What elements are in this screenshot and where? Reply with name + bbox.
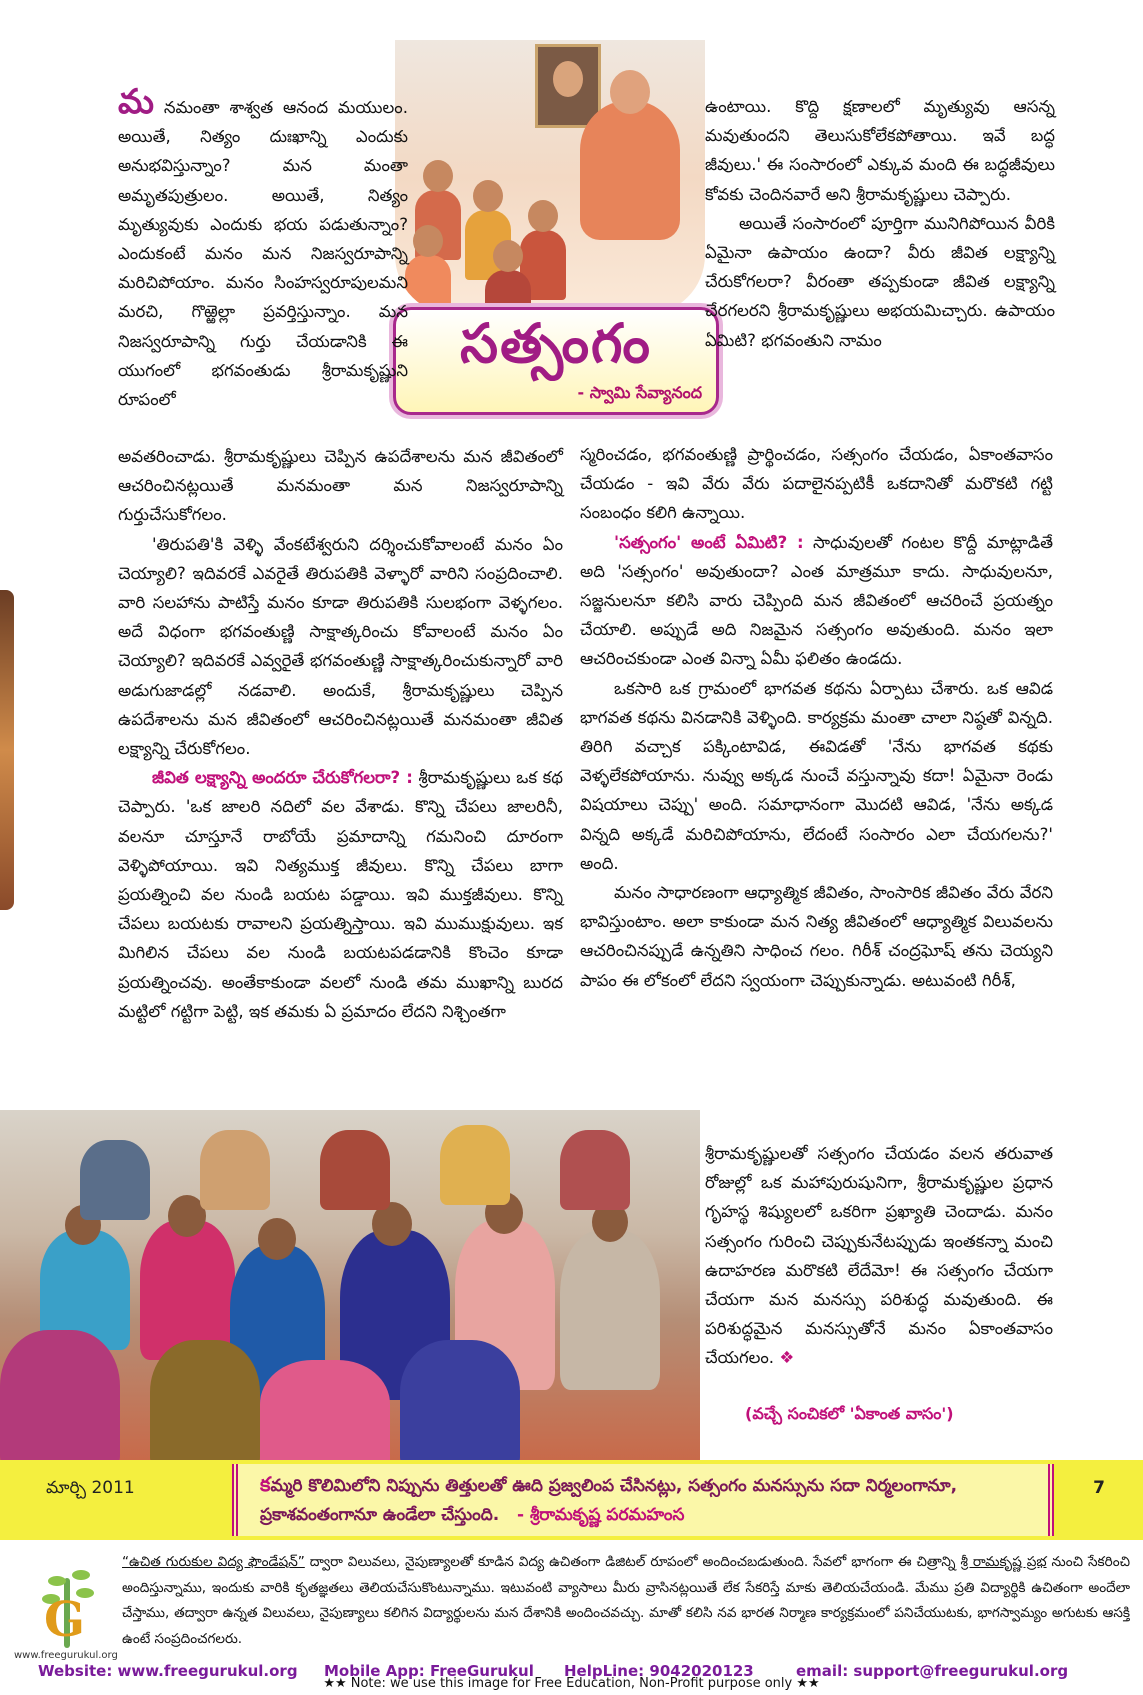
- article-author: - స్వామి సేవ్యానంద: [577, 383, 702, 402]
- paragraph: నమంతా శాశ్వత ఆనంద మయులం. అయితే, నిత్యం దుఃఖాన్ని ఎందుకు అనుభవిస్తున్నాం? మన మంతా అమృతపుత్రులం. అయితే, నిత్యం మృత్యువుకు ఎందుకు భయ పడుతున్నాం? ఎందుకంటే మనం మన నిజస్వరూపాన్ని మరిచిపోయాం. మనం సింహస్వరూపులమని మరచి, గొఱ్ఱెల్లా ప్రవర్తిస్తున్నాం. మన నిజస్వరూపాన్ని గుర్తు చేయడానికి ఈ యుగంలో భగవంతుడు శ్రీరామకృష్ణుని రూపంలో: [118, 98, 408, 410]
- source-name: శ్రీ రామకృష్ణ ప్రభ: [960, 1554, 1047, 1570]
- email-link[interactable]: email: support@freegurukul.org: [796, 1662, 1069, 1680]
- text-column-right-bottom: [705, 1139, 1053, 1373]
- paragraph: ఉంటాయి. కొద్ది క్షణాలలో మృత్యువు ఆసన్న మవుతుందని తెలుసుకోలేకపోతాయి. ఇవే బద్ధ జీవులు.' ఈ సంసారంలో ఎక్కువ మంది ఈ బద్ధజీవులు కోవకు చెందినవారే అని శ్రీరామకృష్ణులు చెప్పారు.: [705, 97, 1055, 204]
- edge-photo-strip: [0, 590, 14, 910]
- paragraph: ఒకసారి ఒక గ్రామంలో భాగవత కథను ఏర్పాటు చేశారు. ఒక ఆవిడ భాగవత కథను వినడానికి వెళ్ళింది. కార్యక్రమ మంతా చాలా నిష్ఠతో విన్నది. తిరిగి వచ్చాక పక్కింటావిడ, ఈవిడతో 'నేను భాగవత కథకు వెళ్ళలేకపోయాను. నువ్వు అక్కడ నుంచే వస్తున్నావు కదా! ఏమైనా రెండు విషయాలు చెప్పు' అంది. సమాధానంగా మొదటి ఆవిడ, 'నేను అక్కడ విన్నది అక్కడే మరిచిపోయాను, లేదంటే సంసారం ఎలా చేయగలను?' అంది.: [580, 678, 1053, 873]
- freegurukul-footer: [0, 1540, 1143, 1695]
- satsang-illustration: [395, 40, 705, 315]
- page-number: 7: [1093, 1478, 1105, 1498]
- paragraph: శ్రీరామకృష్ణులు ఒక కథ చెప్పారు. 'ఒక జాలరి నదిలో వల వేశాడు. కొన్ని చేపలు జాలరినీ, వలనూ చూస్తూనే రాబోయే ప్రమాదాన్ని గమనించి దూరంగా వెళ్ళిపోయాయి. ఇవి నిత్యముక్త జీవులు. కొన్ని చేపలు బాగా ప్రయత్నించి వల నుండి బయట పడ్డాయి. ఇవి ముక్తజీవులు. కొన్ని చేపలు బయటకు రావాలని ప్రయత్నిస్తాయి. ఇవి ముముక్షువులు. ఇక మిగిలిన చేపలు వల నుండి బయటపడడానికి కొంచెం కూడా ప్రయత్నించవు. అంతేకాకుండా వలలో నుండి తమ ముఖాన్ని బురద మట్టిలో గట్టిగా పెట్టి, ఇక తమకు ఏ ప్రమాదం లేదని నిశ్చింతగా: [118, 768, 563, 1021]
- next-issue-note: (వచ్చే సంచికలో 'ఏకాంత వాసం'): [745, 1404, 954, 1423]
- helpline-number[interactable]: HelpLine: 9042020123: [564, 1662, 754, 1680]
- notice-text: ద్వారా విలువలు, నైపుణ్యాలతో కూడిన విద్య ఉచితంగా డిజిటల్ రూపంలో అందించబడుతుంది. సేవలో భాగంగా ఈ చిత్రాన్ని: [304, 1554, 961, 1570]
- paragraph: సాధువులతో గంటల కొద్దీ మాట్లాడితే అది 'సత్సంగం' అవుతుందా? ఎంత మాత్రమూ కాదు. సాధువులనూ, సజ్జనులనూ కలిసి వారు చెప్పింది మన జీవితంలో ఆచరించే ప్రయత్నం చేయాలి. అప్పుడే అది నిజమైన సత్సంగం అవుతుంది. మనం ఇలా ఆచరించకుండా ఎంత విన్నా ఏమీ ఫలితం ఉండదు.: [580, 532, 1054, 669]
- foundation-name: “ఉచిత గురుకుల విద్య ఫౌండేషన్”: [122, 1554, 305, 1570]
- section-heading: జీవిత లక్ష్యాన్ని అందరూ చేరుకోగలరా? :: [152, 768, 413, 788]
- mobile-app-link[interactable]: Mobile App: FreeGurukul: [324, 1662, 534, 1680]
- section-heading: 'సత్సంగం' అంటే ఏమిటి? :: [614, 532, 804, 552]
- article-title-box: [393, 307, 719, 415]
- logo-letter-g: G: [44, 1592, 85, 1648]
- quote-body: మ్మరి కొలిమిలోని నిప్పును తిత్తులతో ఊది ప్రజ్వలింప చేసినట్లు, సత్సంగం మనస్సును సదా నిర్మలంగానూ, ప్రకాశవంతంగానూ ఉండేలా చేస్తుంది.: [260, 1476, 958, 1525]
- issue-month: మార్చి 2011: [46, 1478, 135, 1498]
- end-mark-icon: ❖: [779, 1348, 795, 1368]
- paragraph: 'తిరుపతి'కి వెళ్ళి వేంకటేశ్వరుని దర్శించుకోవాలంటే మనం ఏం చెయ్యాలి? ఇదివరకే ఎవరైతే తిరుపతికి వెళ్ళారో వారిని సంప్రదించాలి. వారి సలహాను పాటిస్తే మనం కూడా తిరుపతికి సులభంగా వెళ్ళగలం. అదే విధంగా భగవంతుణ్ణి సాక్షాత్కరించు కోవాలంటే మనం ఏం చెయ్యాలి? ఇదివరకే ఎవ్వరైతే భగవంతుణ్ణి సాక్షాత్కరించుకున్నారో వారి అడుగుజాడల్లో నడవాలి. అందుకే, శ్రీరామకృష్ణులు చెప్పిన ఉపదేశాలను మన జీవితంలో ఆచరించినట్లయితే మనమంతా జీవిత లక్ష్యాన్ని చేరుకోగలం.: [118, 534, 563, 759]
- portrait-image: [535, 44, 601, 128]
- footer-quote-band: [0, 1460, 1143, 1540]
- text-column-right-top: [705, 92, 1055, 355]
- website-link[interactable]: Website: www.freegurukul.org: [38, 1662, 298, 1680]
- paragraph: శ్రీరామకృష్ణులతో సత్సంగం చేయడం వలన తరువాత రోజుల్లో ఒక మహాపురుషునిగా, శ్రీరామకృష్ణుల ప్రధాన గృహస్థ శిష్యులలో ఒకరిగా ప్రఖ్యాతి చెందాడు. మనం సత్సంగం గురించి చెప్పుకునేటప్పుడు ఇంతకన్నా మంచి ఉదాహరణ మరొకటి లేదేమో! ఈ సత్సంగం చేయగా చేయగా మన మనస్సు పరిశుద్ధ మవుతుంది. ఈ పరిశుద్ధమైన మనస్సుతోనే మనం ఏకాంతవాసం చేయగలం.: [705, 1144, 1053, 1368]
- freegurukul-notice: [122, 1550, 1130, 1652]
- paragraph: మనం సాధారణంగా ఆధ్యాత్మిక జీవితం, సాంసారిక జీవితం వేరు వేరని భావిస్తుంటాం. అలా కాకుండా మన నిత్య జీవితంలో ఆధ్యాత్మిక విలువలను ఆచరించినప్పుడే ఉన్నతిని సాధించ గలం. గిరీశ్ చంద్రఘోష్ తను చెయ్యని పాపం ఈ లోకంలో లేదని స్వయంగా చెప్పుకున్నాడు. అటువంటి గిరీశ్,: [580, 883, 1053, 990]
- notice-text: నుంచి సేకరించి అందిస్తున్నాము, ఇందుకు వారికి కృతజ్ఞతలు తెలియచేసుకొంటున్నాము. ఇటువంటి వ్యాసాలు మీరు వ్రాసినట్లయితే లేక సేకరిస్తే మాకు తెలియచేయండి. మేము ప్రతి విద్యార్థికి ఉచితంగా అందేలా చేస్తాము, తద్వారా ఉన్నత విలువలు, నైపుణ్యాలు కలిగిన విద్యార్థులను మన దేశానికి అందించవచ్చు. మాతో కలిసి నవ భారత నిర్మాణ కార్యక్రమంలో పనిచేయుటకు, భాగస్వామ్యం అగుటకు ఆసక్తి ఉంటే సంప్రదించగలరు.: [122, 1554, 1130, 1647]
- quote-box: [232, 1464, 1054, 1536]
- drop-cap: మ: [118, 82, 154, 122]
- text-column-right-middle: [580, 440, 1053, 995]
- text-column-left-top: [118, 82, 408, 414]
- usage-note: ★★ Note: we use this image for Free Education, Non-Profit purpose only ★★: [323, 1676, 820, 1691]
- paragraph: అవతరించాడు. శ్రీరామకృష్ణులు చెప్పిన ఉపదేశాలను మన జీవితంలో ఆచరించినట్లయితే మనమంతా మన నిజస్వరూపాన్ని గుర్తుచేసుకోగలం.: [118, 447, 563, 525]
- paragraph: స్మరించడం, భగవంతుణ్ణి ప్రార్థించడం, సత్సంగం చేయడం, ఏకాంతవాసం చేయడం - ఇవి వేరు వేరు పదాలైనప్పటికీ ఒకదానితో మరొకటి గట్టి సంబంధం కలిగి ఉన్నాయి.: [580, 445, 1053, 523]
- logo-url: www.freegurukul.org: [14, 1650, 118, 1661]
- quote-signature: - శ్రీరామకృష్ణ పరమహంస: [516, 1505, 685, 1525]
- child-figure: [405, 255, 451, 315]
- article-title: సత్సంగం: [460, 312, 652, 375]
- paragraph: అయితే సంసారంలో పూర్తిగా మునిగిపోయిన వీరికి ఏమైనా ఉపాయం ఉందా? వీరు జీవిత లక్ష్యాన్ని చేరుకోగలరా? వీరంతా తప్పకుండా జీవిత లక్ష్యాన్ని చేరగలరని శ్రీరామకృష్ణులు అభయమిచ్చారు. ఉపాయం ఏమిటి? భగవంతుని నామం: [705, 213, 1055, 350]
- quote-text: [260, 1470, 1026, 1530]
- group-satsang-photo: [0, 1110, 700, 1460]
- leaf-icon: [72, 1570, 90, 1580]
- freegurukul-logo: [14, 1558, 118, 1668]
- quote-initial: క: [260, 1472, 271, 1496]
- leaf-icon: [48, 1576, 66, 1586]
- teacher-figure: [580, 100, 680, 240]
- text-column-left-bottom: [118, 442, 563, 1026]
